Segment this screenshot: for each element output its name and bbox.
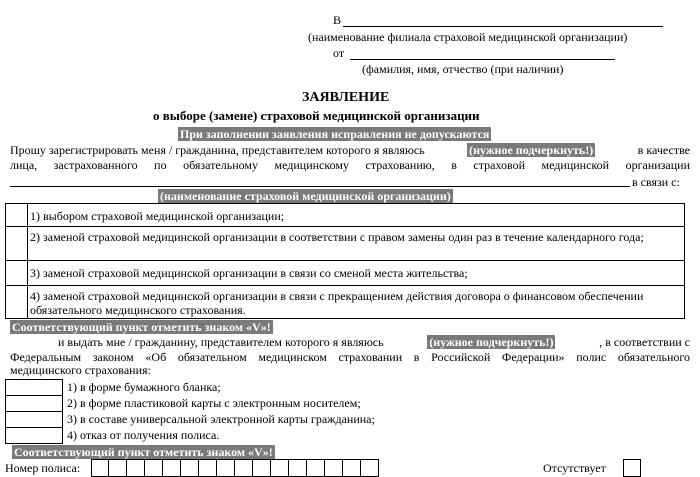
insurer-name-field[interactable] xyxy=(10,186,630,187)
para2-line1 xyxy=(58,335,690,349)
underline-note-2: (нужное подчеркнуть!) xyxy=(429,335,554,349)
policy-number-cell[interactable] xyxy=(145,459,163,477)
policy-number-cell[interactable] xyxy=(109,459,127,477)
reason-1-text: 1) выбором страховой медицинской организации; xyxy=(28,204,685,227)
policy-number-cell[interactable] xyxy=(325,459,343,477)
policy-number-cells[interactable] xyxy=(91,459,379,477)
reason-4-text: 4) заменой страховой медицинской организации в связи с прекращением действия договора о финансовом обеспечении обязательного медицинского страхования. xyxy=(28,286,685,319)
mark-note-1: Соответствующий пункт отметить знаком «V»! xyxy=(12,320,271,334)
page-title: ЗАЯВЛЕНИЕ xyxy=(302,90,390,105)
to-prefix: В xyxy=(333,13,342,27)
policy-form-2-text: 2) в форме пластиковой карты с электронным носителем; xyxy=(67,396,361,410)
policy-number-cell[interactable] xyxy=(361,459,379,477)
reason-3-text: 3) заменой страховой медицинской организации в связи со сменой места жительства; xyxy=(28,261,685,286)
para1-line2: лица, застрахованного по обязательному медицинскому страхованию, в страховой медицинской организации xyxy=(10,158,690,172)
reason-2-checkbox[interactable] xyxy=(6,227,28,261)
to-branch-field[interactable] xyxy=(343,26,663,27)
no-corrections-note: При заполнении заявления исправления не допускаются xyxy=(180,127,490,141)
underline-note-1: (нужное подчеркнуть!) xyxy=(469,143,594,157)
policy-form-3-text: 3) в составе универсальной электронной карты гражданина; xyxy=(67,412,375,426)
policy-form-1-text: 1) в форме бумажного бланка; xyxy=(67,380,221,394)
policy-form-4-checkbox[interactable] xyxy=(5,427,63,444)
para1-line1 xyxy=(10,143,690,157)
mark-note-2: Соответствующий пункт отметить знаком «V»! xyxy=(14,445,273,459)
policy-number-cell[interactable] xyxy=(235,459,253,477)
para1-line3-end: в связи с: xyxy=(632,175,680,189)
from-prefix: от xyxy=(333,46,345,60)
policy-number-cell[interactable] xyxy=(307,459,325,477)
policy-form-2-checkbox[interactable] xyxy=(5,395,63,412)
para2-line2: Федеральным законом «Об обязательном медицинском страховании в Российской Федерации» полис обязательного xyxy=(10,350,690,364)
policy-number-cell[interactable] xyxy=(163,459,181,477)
reason-2-text: 2) заменой страховой медицинской организации в соответствии с правом замены один раз в течение календарного года; xyxy=(28,227,685,261)
absent-label: Отсутствует xyxy=(543,461,606,475)
policy-number-cell[interactable] xyxy=(181,459,199,477)
para1-text-part2: в качестве xyxy=(637,143,690,157)
policy-number-cell[interactable] xyxy=(343,459,361,477)
policy-number-label: Номер полиса: xyxy=(5,461,81,475)
policy-number-cell[interactable] xyxy=(127,459,145,477)
policy-form-3-checkbox[interactable] xyxy=(5,411,63,428)
para2-text-part2: , в соответствии с xyxy=(599,335,690,349)
to-branch-caption: (наименование филиала страховой медицинской организации) xyxy=(308,30,628,44)
reasons-table xyxy=(5,203,685,319)
policy-number-cell[interactable] xyxy=(217,459,235,477)
para1-text-part1: Прошу зарегистрировать меня / гражданина, представителем которого я являюсь xyxy=(10,143,425,157)
policy-form-1-checkbox[interactable] xyxy=(5,379,63,396)
reason-1-checkbox[interactable] xyxy=(6,204,28,227)
para2-line3: медицинского страхования: xyxy=(10,363,151,377)
policy-number-cell[interactable] xyxy=(271,459,289,477)
from-name-caption: (фамилия, имя, отчество (при наличии) xyxy=(362,62,564,76)
reason-3-checkbox[interactable] xyxy=(6,261,28,286)
from-name-field[interactable] xyxy=(350,59,615,60)
policy-form-4-text: 4) отказ от получения полиса. xyxy=(67,428,220,442)
page-subtitle: о выборе (замене) страховой медицинской организации xyxy=(153,108,480,123)
policy-number-cell[interactable] xyxy=(253,459,271,477)
absent-checkbox[interactable] xyxy=(623,459,641,477)
policy-number-cell[interactable] xyxy=(91,459,109,477)
policy-number-cell[interactable] xyxy=(289,459,307,477)
para2-text-part1: и выдать мне / гражданину, представителем которого я являюсь xyxy=(58,335,384,349)
policy-number-cell[interactable] xyxy=(199,459,217,477)
reason-4-checkbox[interactable] xyxy=(6,286,28,319)
insurer-name-caption: (наименование страховой медицинской организации) xyxy=(160,189,451,203)
